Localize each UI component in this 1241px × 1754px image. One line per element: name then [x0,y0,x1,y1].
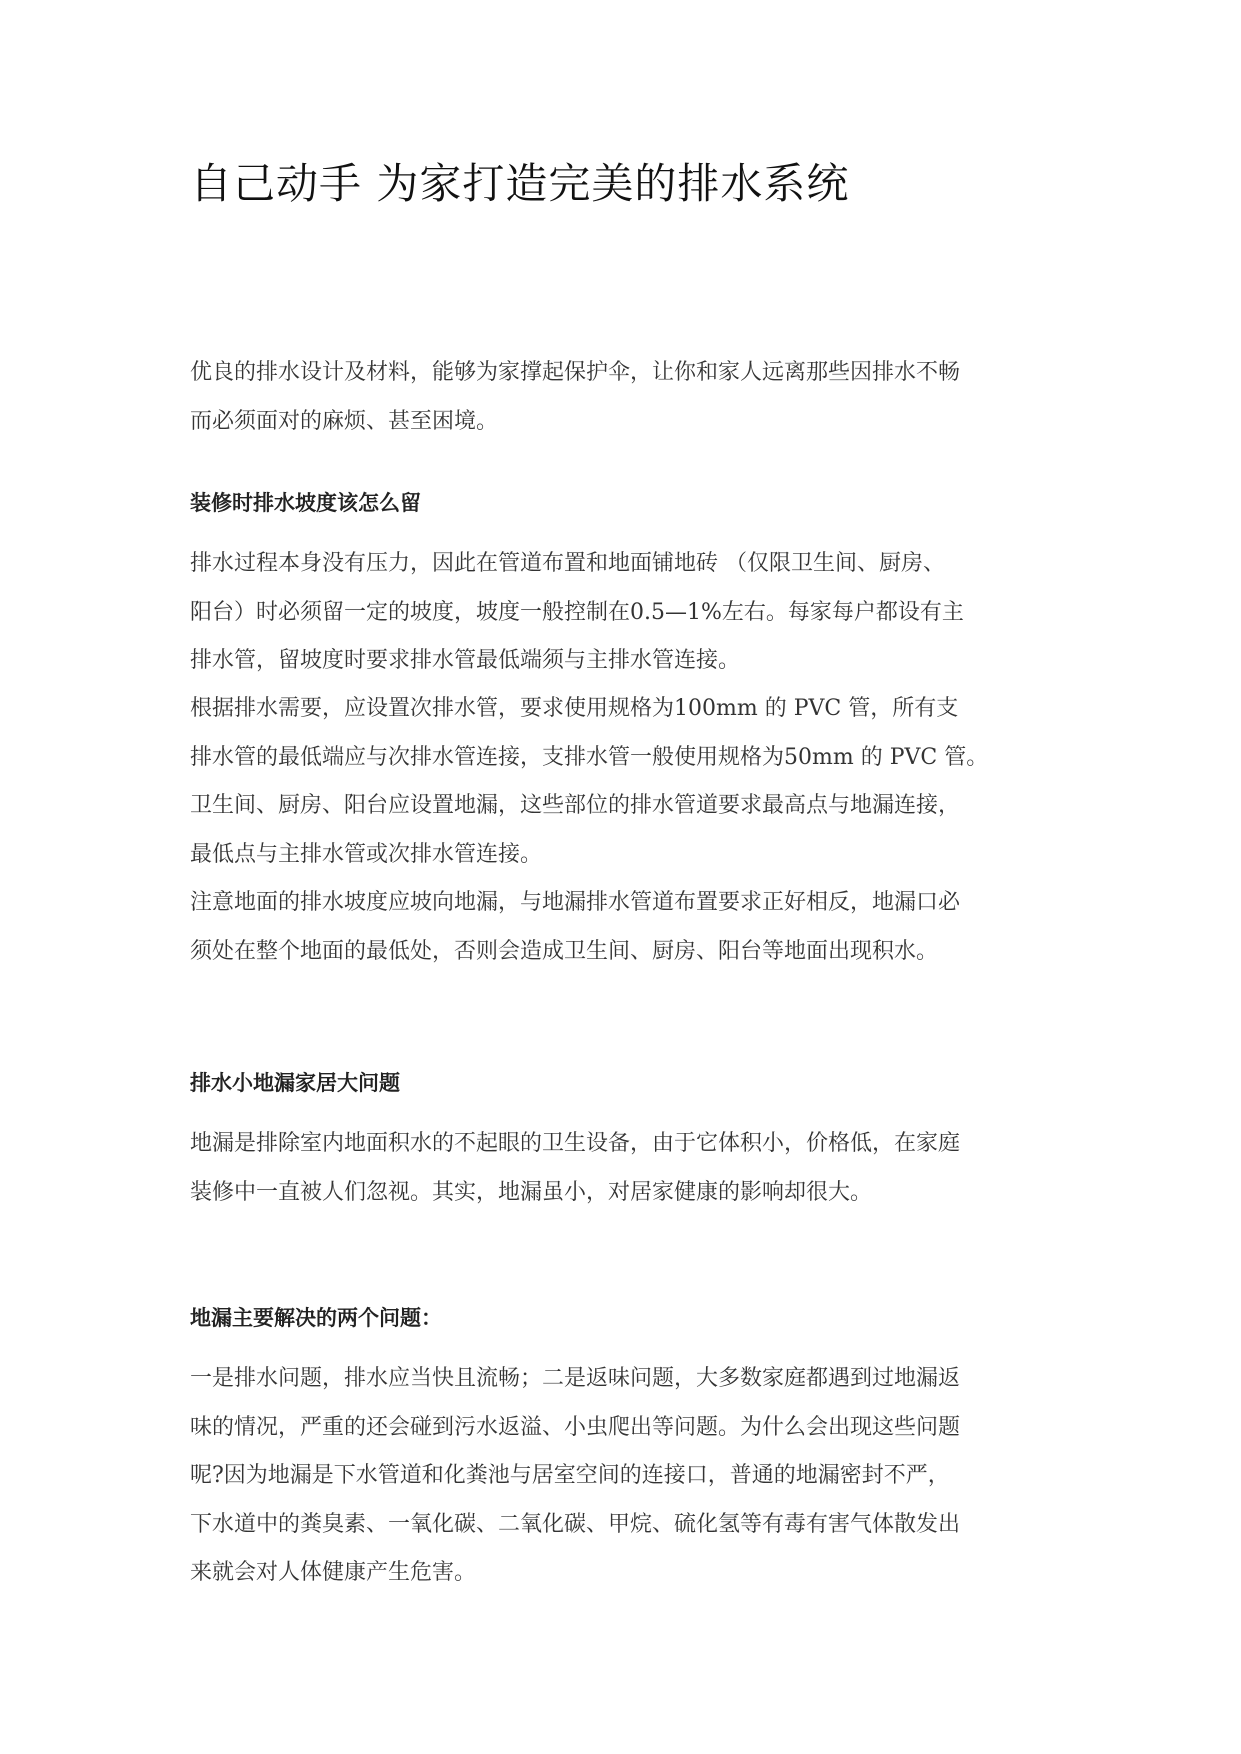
paragraph-line: 呢?因为地漏是下水管道和化粪池与居室空间的连接口，普通的地漏密封不严， [190,1463,950,1488]
paragraph-line: 排水管，留坡度时要求排水管最低端须与主排水管连接。 [190,648,741,673]
section-heading-floor-drain-problems: 排水小地漏家居大问题 [190,1071,400,1095]
section-heading-two-problems: 地漏主要解决的两个问题： [190,1306,442,1330]
paragraph-line: 来就会对人体健康产生危害。 [190,1560,477,1585]
intro-line-1: 优良的排水设计及材料，能够为家撑起保护伞，让你和家人远离那些因排水不畅 [190,360,961,385]
document-title: 自己动手 为家打造完美的排水系统 [190,159,850,208]
paragraph-line: 最低点与主排水管或次排水管连接。 [190,841,543,867]
paragraph-line: 下水道中的粪臭素、一氧化碳、二氧化碳、甲烷、硫化氢等有毒有害气体散发出 [190,1511,961,1537]
paragraph-line: 一是排水问题，排水应当快且流畅；二是返味问题，大多数家庭都遇到过地漏返 [190,1366,961,1391]
intro-paragraph [190,349,1052,446]
paragraph-line: 注意地面的排水坡度应坡向地漏，与地漏排水管道布置要求正好相反，地漏口必 [190,890,961,915]
drain-slope-paragraph-1 [190,540,1052,686]
paragraph-line: 卫生间、厨房、阳台应设置地漏，这些部位的排水管道要求最高点与地漏连接， [190,793,961,818]
two-problems-paragraph [190,1355,1052,1598]
paragraph-line: 排水管的最低端应与次排水管连接，支排水管一般使用规格为50mm 的 PVC 管。 [190,744,989,770]
paragraph-line: 装修中一直被人们忽视。其实，地漏虽小，对居家健康的影响却很大。 [190,1179,873,1205]
paragraph-line: 根据排水需要，应设置次排水管，要求使用规格为100mm 的 PVC 管，所有支 [190,696,959,721]
paragraph-line: 须处在整个地面的最低处，否则会造成卫生间、厨房、阳台等地面出现积水。 [190,938,939,964]
drain-slope-paragraph-3 [190,879,1052,976]
section-heading-drain-slope: 装修时排水坡度该怎么留 [190,491,421,515]
paragraph-line: 阳台）时必须留一定的坡度，坡度一般控制在0.5—1%左右。每家每户都设有主 [190,599,964,625]
floor-drain-paragraph [190,1120,1052,1217]
paragraph-line: 地漏是排除室内地面积水的不起眼的卫生设备，由于它体积小，价格低，在家庭 [190,1131,961,1156]
paragraph-line: 排水过程本身没有压力，因此在管道布置和地面铺地砖 （仅限卫生间、厨房、 [190,551,945,576]
drain-slope-paragraph-2 [190,685,1052,879]
intro-line-2: 而必须面对的麻烦、甚至困境。 [190,408,499,434]
paragraph-line: 味的情况，严重的还会碰到污水返溢、小虫爬出等问题。为什么会出现这些问题 [190,1414,961,1440]
